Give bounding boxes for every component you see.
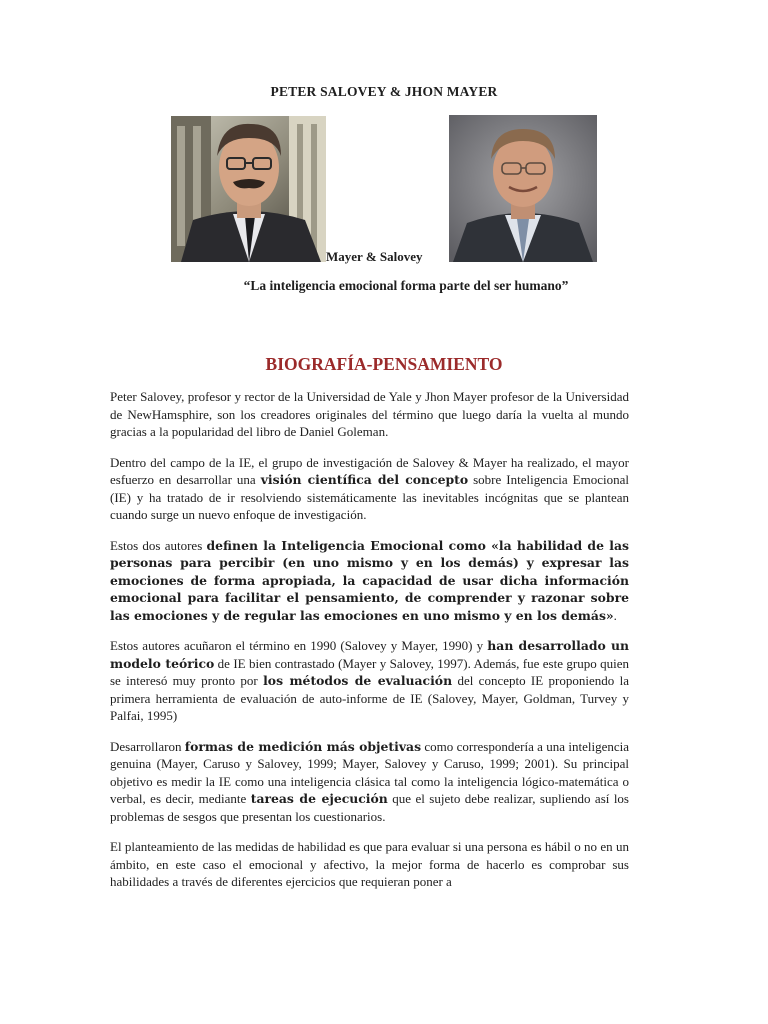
bold-phrase: han desarrollado un modelo teórico [110,638,630,671]
document-title: PETER SALOVEY & JHON MAYER [270,84,498,99]
salovey-photo [171,116,326,262]
paragraph-2 [110,454,629,524]
paragraph-text: que el sujeto debe realizar, supliendo así los problemas de sesgos que presentan los cuestionarios. [110,791,629,824]
paragraph-text: de IE bien contrastado (Mayer y Salovey, 1997). Además, fue este grupo quien se interesó muy pronto por [110,655,629,688]
paragraph-1 [110,388,629,441]
mayer-photo [449,115,597,262]
quote: “La inteligencia emocional forma parte del ser humano” [243,278,569,293]
paragraph-text: . [613,607,617,623]
bold-phrase: tareas de ejecución [250,791,388,806]
paragraph-text: El planteamiento de las medidas de habilidad es que para evaluar si una persona es hábil o no en un ámbito, en este caso el emocional y afectivo, la mejor forma de hacerlo es comprobar sus habilidades a través de diferentes ejercicios que requieran poner a [110,839,629,889]
bold-phrase: definen la Inteligencia Emocional como «la habilidad de las personas para percibir (en uno mismo y en los demás) y expresar las emociones de forma apropiada, la capacidad de usar dicha información emocional para facilitar el pensamiento, de comprender y razonar sobre las emociones y de regular las emociones en uno mismo y en los demás» [110,537,629,623]
paragraph-text: sobre Inteligencia Emocional (IE) y ha tratado de ir resolviendo sistemáticamente las inevitables incógnitas que se plantean cuando surge un nuevo enfoque de investigación. [110,472,629,522]
body-text [110,388,629,904]
photo-caption: Mayer & Salovey [326,249,423,264]
paragraph-5 [110,738,629,826]
paragraph-6 [110,838,629,891]
paragraph-text: Peter Salovey, profesor y rector de la Universidad de Yale y Jhon Mayer profesor de la Universidad de NewHamsphire, son los creadores originales del término que luego daría la vuelta al mundo gracias a la popularidad del libro de Daniel Goleman. [110,389,629,439]
paragraph-text: Dentro del campo de la IE, el grupo de investigación de Salovey & Mayer ha realizado, el mayor esfuerzo en desarrollar una [110,454,629,487]
paragraph-text: Estos autores acuñaron el término en 1990 (Salovey y Mayer, 1990) y [110,638,488,653]
section-title: BIOGRAFÍA-PENSAMIENTO [265,354,503,374]
paragraph-text: como correspondería a una inteligencia genuina (Mayer, Caruso y Salovey, 1999; Mayer, Salovey y Caruso, 1999; 2001). Su principal objetivo es medir la IE como una inteligencia clásica tal como la inteligencia lógico-matemática o verbal, es decir, mediante [110,738,629,806]
paragraph-text: Desarrollaron [110,738,185,754]
bold-phrase: formas de medición más objetivas [184,738,422,754]
bold-phrase: visión científica del concepto [260,472,469,487]
paragraph-4 [110,637,629,725]
paragraph-text: del concepto IE proponiendo la primera herramienta de evaluación de auto-informe de IE (Salovey, Mayer, Goldman, Turvey y Palfai, 1995) [110,673,629,723]
paragraph-text: Estos dos autores [110,537,207,553]
bold-phrase: los métodos de evaluación [263,673,453,688]
paragraph-3 [110,537,629,625]
